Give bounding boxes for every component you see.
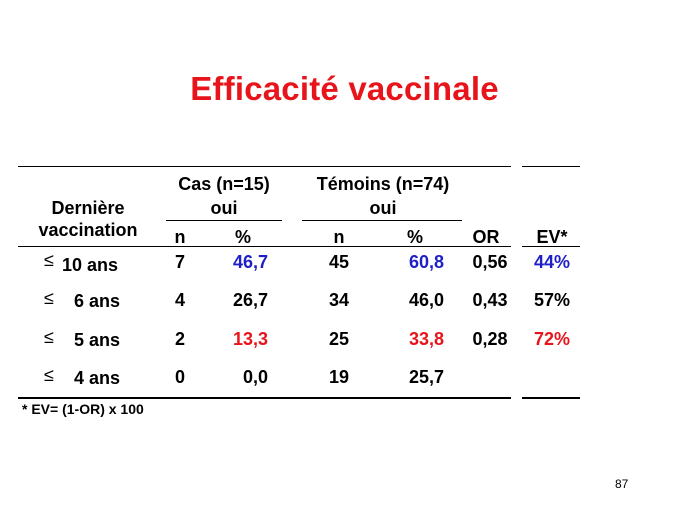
col-header-cas-pct: % <box>234 227 251 247</box>
page-number: 87 <box>615 477 629 491</box>
row-label: 10 ans <box>62 255 119 275</box>
temoins-group-sub: oui <box>369 198 397 218</box>
cas-n-cell: 0 <box>174 367 185 387</box>
tem-n-cell: 45 <box>328 252 350 272</box>
leq-symbol: ≤ <box>44 327 54 347</box>
tem-n-cell: 19 <box>328 367 350 387</box>
or-cell: 0,56 <box>472 252 508 272</box>
ev-cell: 57% <box>533 290 571 310</box>
bottom-rule-main <box>18 397 511 399</box>
top-rule-main <box>18 166 511 167</box>
temoins-group-header: Témoins (n=74) <box>316 174 450 194</box>
row-label-header-2: vaccination <box>38 220 138 240</box>
top-rule-ev <box>522 166 580 167</box>
tem-n-cell: 34 <box>328 290 350 310</box>
cas-pct-cell: 26,7 <box>232 290 268 310</box>
leq-symbol: ≤ <box>44 288 54 308</box>
cas-pct-cell: 46,7 <box>232 252 268 272</box>
cas-n-cell: 7 <box>174 252 185 272</box>
leq-symbol: ≤ <box>44 250 54 270</box>
col-header-or: OR <box>472 227 500 247</box>
cas-n-cell: 4 <box>174 290 185 310</box>
header-rule-main <box>18 246 511 247</box>
cas-group-sub: oui <box>210 198 238 218</box>
row-label-header-1: Dernière <box>51 198 125 218</box>
footnote: * EV= (1-OR) x 100 <box>22 401 144 417</box>
or-cell: 0,28 <box>472 329 508 349</box>
temoins-group-rule <box>302 220 462 221</box>
row-label: 5 ans <box>74 330 121 350</box>
leq-symbol: ≤ <box>44 365 54 385</box>
cas-pct-cell: 13,3 <box>232 329 268 349</box>
cas-n-cell: 2 <box>174 329 185 349</box>
col-header-tem-pct: % <box>406 227 423 247</box>
ev-cell: 72% <box>533 329 571 349</box>
ev-cell: 44% <box>533 252 571 272</box>
col-header-cas-n: n <box>174 227 186 247</box>
slide-title: Efficacité vaccinale <box>190 70 499 107</box>
cas-group-rule <box>166 220 282 221</box>
tem-pct-cell: 60,8 <box>408 252 444 272</box>
row-label: 6 ans <box>74 291 121 311</box>
tem-pct-cell: 33,8 <box>408 329 444 349</box>
cas-pct-cell: 0,0 <box>242 367 268 387</box>
tem-pct-cell: 46,0 <box>408 290 444 310</box>
cas-group-header: Cas (n=15) <box>178 174 270 194</box>
row-label: 4 ans <box>74 368 121 388</box>
col-header-ev: EV* <box>536 227 568 247</box>
bottom-rule-ev <box>522 397 580 399</box>
or-cell: 0,43 <box>472 290 508 310</box>
col-header-tem-n: n <box>333 227 345 247</box>
tem-pct-cell: 25,7 <box>408 367 444 387</box>
tem-n-cell: 25 <box>328 329 350 349</box>
